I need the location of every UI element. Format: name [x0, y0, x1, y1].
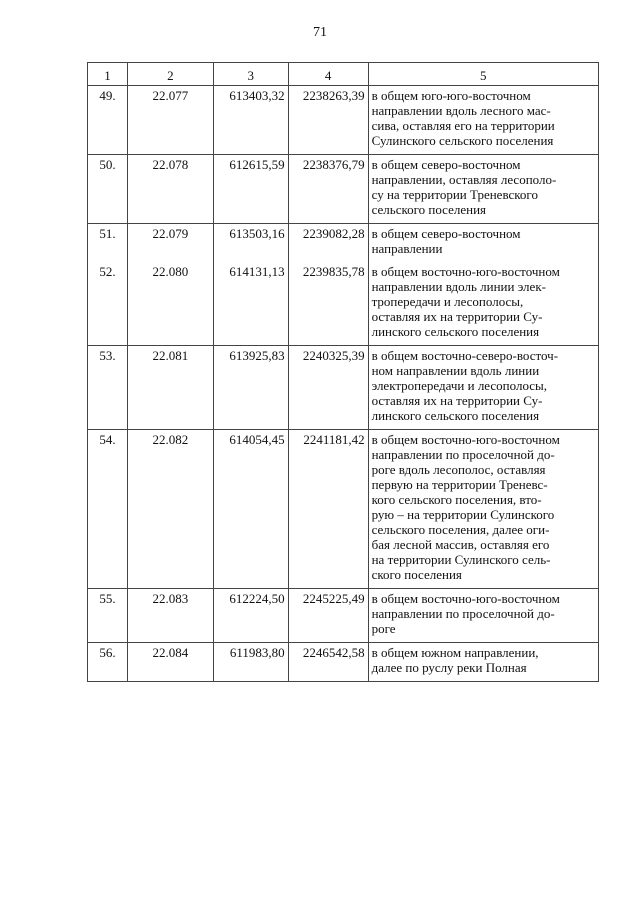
y-coordinate-cell: 2240325,39 [288, 346, 368, 430]
direction-description-cell [368, 262, 598, 346]
direction-description-cell [368, 430, 598, 589]
x-coordinate-cell: 612615,59 [213, 155, 288, 224]
table-row [88, 224, 599, 263]
direction-description-cell [368, 224, 598, 263]
description-line: в общем восточно-юго-восточном [371, 264, 560, 279]
description-line: роге [371, 621, 396, 636]
description-line: в общем южном направлении, [371, 645, 539, 660]
point-number-cell: 50. [88, 155, 128, 224]
table-row [88, 262, 599, 346]
description-line: бая лесной массив, оставляя его [371, 537, 550, 552]
description-line: направлении по проселочной до- [371, 447, 555, 462]
point-number-cell: 49. [88, 86, 128, 155]
table-row [88, 589, 599, 643]
description-line: су на территории Треневского [371, 187, 538, 202]
description-line: в общем юго-юго-восточном [371, 88, 531, 103]
direction-description-cell [368, 643, 598, 682]
x-coordinate-cell: 613403,32 [213, 86, 288, 155]
description-line: первую на территории Треневс- [371, 477, 548, 492]
x-coordinate-cell: 613503,16 [213, 224, 288, 263]
y-coordinate-cell: 2245225,49 [288, 589, 368, 643]
column-header: 1 [88, 63, 128, 86]
y-coordinate-cell: 2239835,78 [288, 262, 368, 346]
description-line: направлении, оставляя лесополо- [371, 172, 557, 187]
x-coordinate-cell: 612224,50 [213, 589, 288, 643]
y-coordinate-cell: 2241181,42 [288, 430, 368, 589]
table-row [88, 430, 599, 589]
point-number-cell: 52. [88, 262, 128, 346]
point-number-cell: 54. [88, 430, 128, 589]
table-row [88, 155, 599, 224]
x-coordinate-cell: 614131,13 [213, 262, 288, 346]
description-line: на территории Сулинского сель- [371, 552, 551, 567]
x-coordinate-cell: 611983,80 [213, 643, 288, 682]
description-line: сельского поселения [371, 202, 487, 217]
description-line: линского сельского поселения [371, 324, 540, 339]
description-line: ского поселения [371, 567, 462, 582]
direction-description-cell [368, 346, 598, 430]
point-code-cell: 22.080 [127, 262, 213, 346]
description-line: направлении по проселочной до- [371, 606, 555, 621]
column-header: 2 [127, 63, 213, 86]
description-line: рую – на территории Сулинского [371, 507, 555, 522]
description-line: в общем восточно-северо-восточ- [371, 348, 559, 363]
point-code-cell: 22.077 [127, 86, 213, 155]
description-line: линского сельского поселения [371, 408, 540, 423]
description-line: ном направлении вдоль линии [371, 363, 540, 378]
x-coordinate-cell: 614054,45 [213, 430, 288, 589]
point-code-cell: 22.081 [127, 346, 213, 430]
y-coordinate-cell: 2238376,79 [288, 155, 368, 224]
point-number-cell: 51. [88, 224, 128, 263]
column-header: 4 [288, 63, 368, 86]
description-line: Сулинского сельского поселения [371, 133, 554, 148]
description-line: тропередачи и лесополосы, [371, 294, 524, 309]
direction-description-cell [368, 86, 598, 155]
table-header-row [88, 63, 599, 86]
description-line: кого сельского поселения, вто- [371, 492, 542, 507]
direction-description-cell [368, 589, 598, 643]
y-coordinate-cell: 2238263,39 [288, 86, 368, 155]
table-row [88, 86, 599, 155]
description-line: далее по руслу реки Полная [371, 660, 527, 675]
y-coordinate-cell: 2239082,28 [288, 224, 368, 263]
description-line: сива, оставляя его на территории [371, 118, 555, 133]
page-number: 71 [313, 25, 327, 40]
description-line: направлении вдоль лесного мас- [371, 103, 551, 118]
description-line: в общем восточно-юго-восточном [371, 432, 560, 447]
column-header: 5 [368, 63, 598, 86]
description-line: оставляя их на территории Су- [371, 309, 543, 324]
description-line: электропередачи и лесополосы, [371, 378, 548, 393]
point-code-cell: 22.083 [127, 589, 213, 643]
description-line: роге вдоль лесополос, оставляя [371, 462, 546, 477]
point-code-cell: 22.078 [127, 155, 213, 224]
description-line: в общем восточно-юго-восточном [371, 591, 560, 606]
point-number-cell: 53. [88, 346, 128, 430]
description-line: направлении вдоль линии элек- [371, 279, 546, 294]
description-line: в общем северо-восточном [371, 226, 521, 241]
point-number-cell: 55. [88, 589, 128, 643]
point-code-cell: 22.079 [127, 224, 213, 263]
point-number-cell: 56. [88, 643, 128, 682]
point-code-cell: 22.084 [127, 643, 213, 682]
table-row [88, 643, 599, 682]
description-line: направлении [371, 241, 443, 256]
description-line: в общем северо-восточном [371, 157, 521, 172]
direction-description-cell [368, 155, 598, 224]
description-line: оставляя их на территории Су- [371, 393, 543, 408]
table-row [88, 346, 599, 430]
description-line: сельского поселения, далее оги- [371, 522, 550, 537]
column-header: 3 [213, 63, 288, 86]
x-coordinate-cell: 613925,83 [213, 346, 288, 430]
boundary-points-table [87, 62, 599, 682]
y-coordinate-cell: 2246542,58 [288, 643, 368, 682]
point-code-cell: 22.082 [127, 430, 213, 589]
